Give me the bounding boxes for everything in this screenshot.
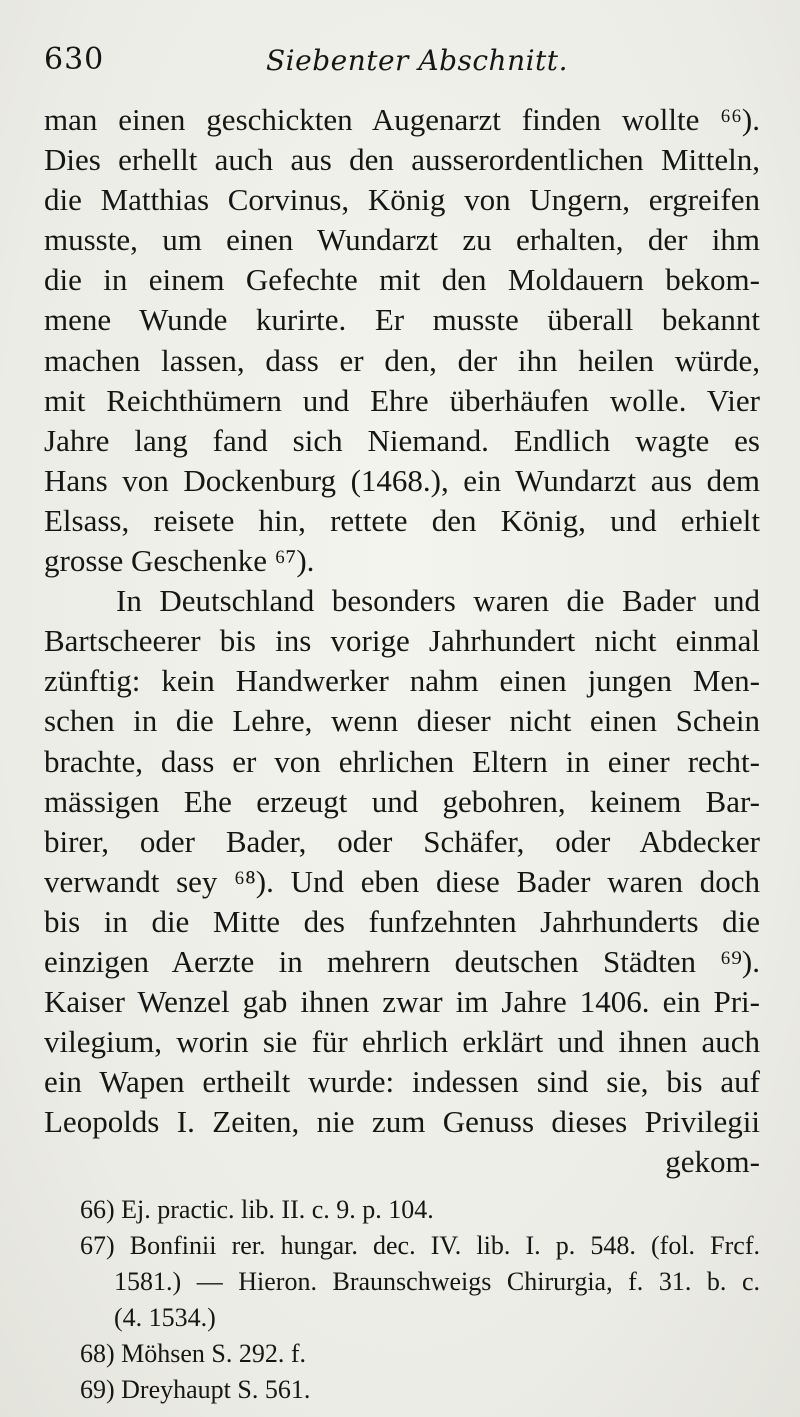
text-line: bis in die Mitte des funfzehnten Jahrhunderts die: [44, 903, 760, 939]
main-text: [44, 100, 760, 1183]
text-line: zünftig: kein Handwerker nahm einen jungen Men-: [44, 663, 760, 699]
footnote: 68) Möhsen S. 292. f.: [80, 1339, 307, 1368]
text-line: In Deutschland besonders waren die Bader und: [116, 583, 760, 619]
text-line: birer, oder Bader, oder Schäfer, oder Abdecker: [44, 823, 760, 859]
text-line: Elsass, reisete hin, rettete den König, und erhielt: [44, 502, 760, 538]
catchword: gekom-: [665, 1144, 760, 1180]
text-line: die in einem Gefechte mit den Moldauern bekom-: [44, 262, 760, 298]
text-line: Jahre lang fand sich Niemand. Endlich wagte es: [44, 422, 760, 458]
text-line: ein Wapen ertheilt wurde: indessen sind sie, bis auf: [44, 1064, 760, 1100]
text-line: vilegium, worin sie für ehrlich erklärt und ihnen auch: [44, 1024, 760, 1060]
text-line: brachte, dass er von ehrlichen Eltern in einer recht-: [44, 743, 760, 779]
running-head: Siebenter Abschnitt.: [266, 44, 568, 77]
footnote-continuation: 1581.) — Hieron. Braunschweigs Chirurgia, f. 31. b. c.: [114, 1267, 760, 1296]
text-line: schen in die Lehre, wenn dieser nicht einen Schein: [44, 703, 760, 739]
page-header: [44, 42, 760, 82]
text-line: die Matthias Corvinus, König von Ungern, ergreifen: [44, 182, 760, 218]
text-line: musste, um einen Wundarzt zu erhalten, der ihm: [44, 222, 760, 258]
footnotes: [44, 1192, 760, 1408]
text-line: Bartscheerer bis ins vorige Jahrhundert nicht einmal: [44, 623, 760, 659]
footnote: 67) Bonfinii rer. hungar. dec. IV. lib. I. p. 548. (fol. Frcf.: [80, 1231, 760, 1260]
text-line: Leopolds I. Zeiten, nie zum Genuss dieses Privilegii: [44, 1104, 760, 1140]
footnote: 69) Dreyhaupt S. 561.: [80, 1375, 311, 1404]
text-line: verwandt sey ⁶⁸). Und eben diese Bader waren doch: [44, 863, 760, 899]
page-number: 630: [44, 42, 105, 77]
text-line: grosse Geschenke ⁶⁷).: [44, 543, 315, 579]
text-line: Hans von Dockenburg (1468.), ein Wundarzt aus dem: [44, 462, 760, 498]
text-line: Kaiser Wenzel gab ihnen zwar im Jahre 1406. ein Pri-: [44, 984, 760, 1020]
text-line: mit Reichthümern und Ehre überhäufen wolle. Vier: [44, 382, 760, 418]
footnote: 66) Ej. practic. lib. II. c. 9. p. 104.: [80, 1195, 434, 1224]
text-line: Dies erhellt auch aus den ausserordentlichen Mitteln,: [44, 142, 760, 178]
text-line: man einen geschickten Augenarzt finden wollte ⁶⁶).: [44, 102, 760, 137]
text-line: mene Wunde kurirte. Er musste überall bekannt: [44, 302, 760, 338]
text-line: mässigen Ehe erzeugt und gebohren, keinem Bar-: [44, 783, 760, 819]
footnote-continuation: (4. 1534.): [114, 1303, 216, 1332]
text-line: einzigen Aerzte in mehrern deutschen Städten ⁶⁹).: [44, 943, 760, 979]
text-line: machen lassen, dass er den, der ihn heilen würde,: [44, 342, 760, 378]
